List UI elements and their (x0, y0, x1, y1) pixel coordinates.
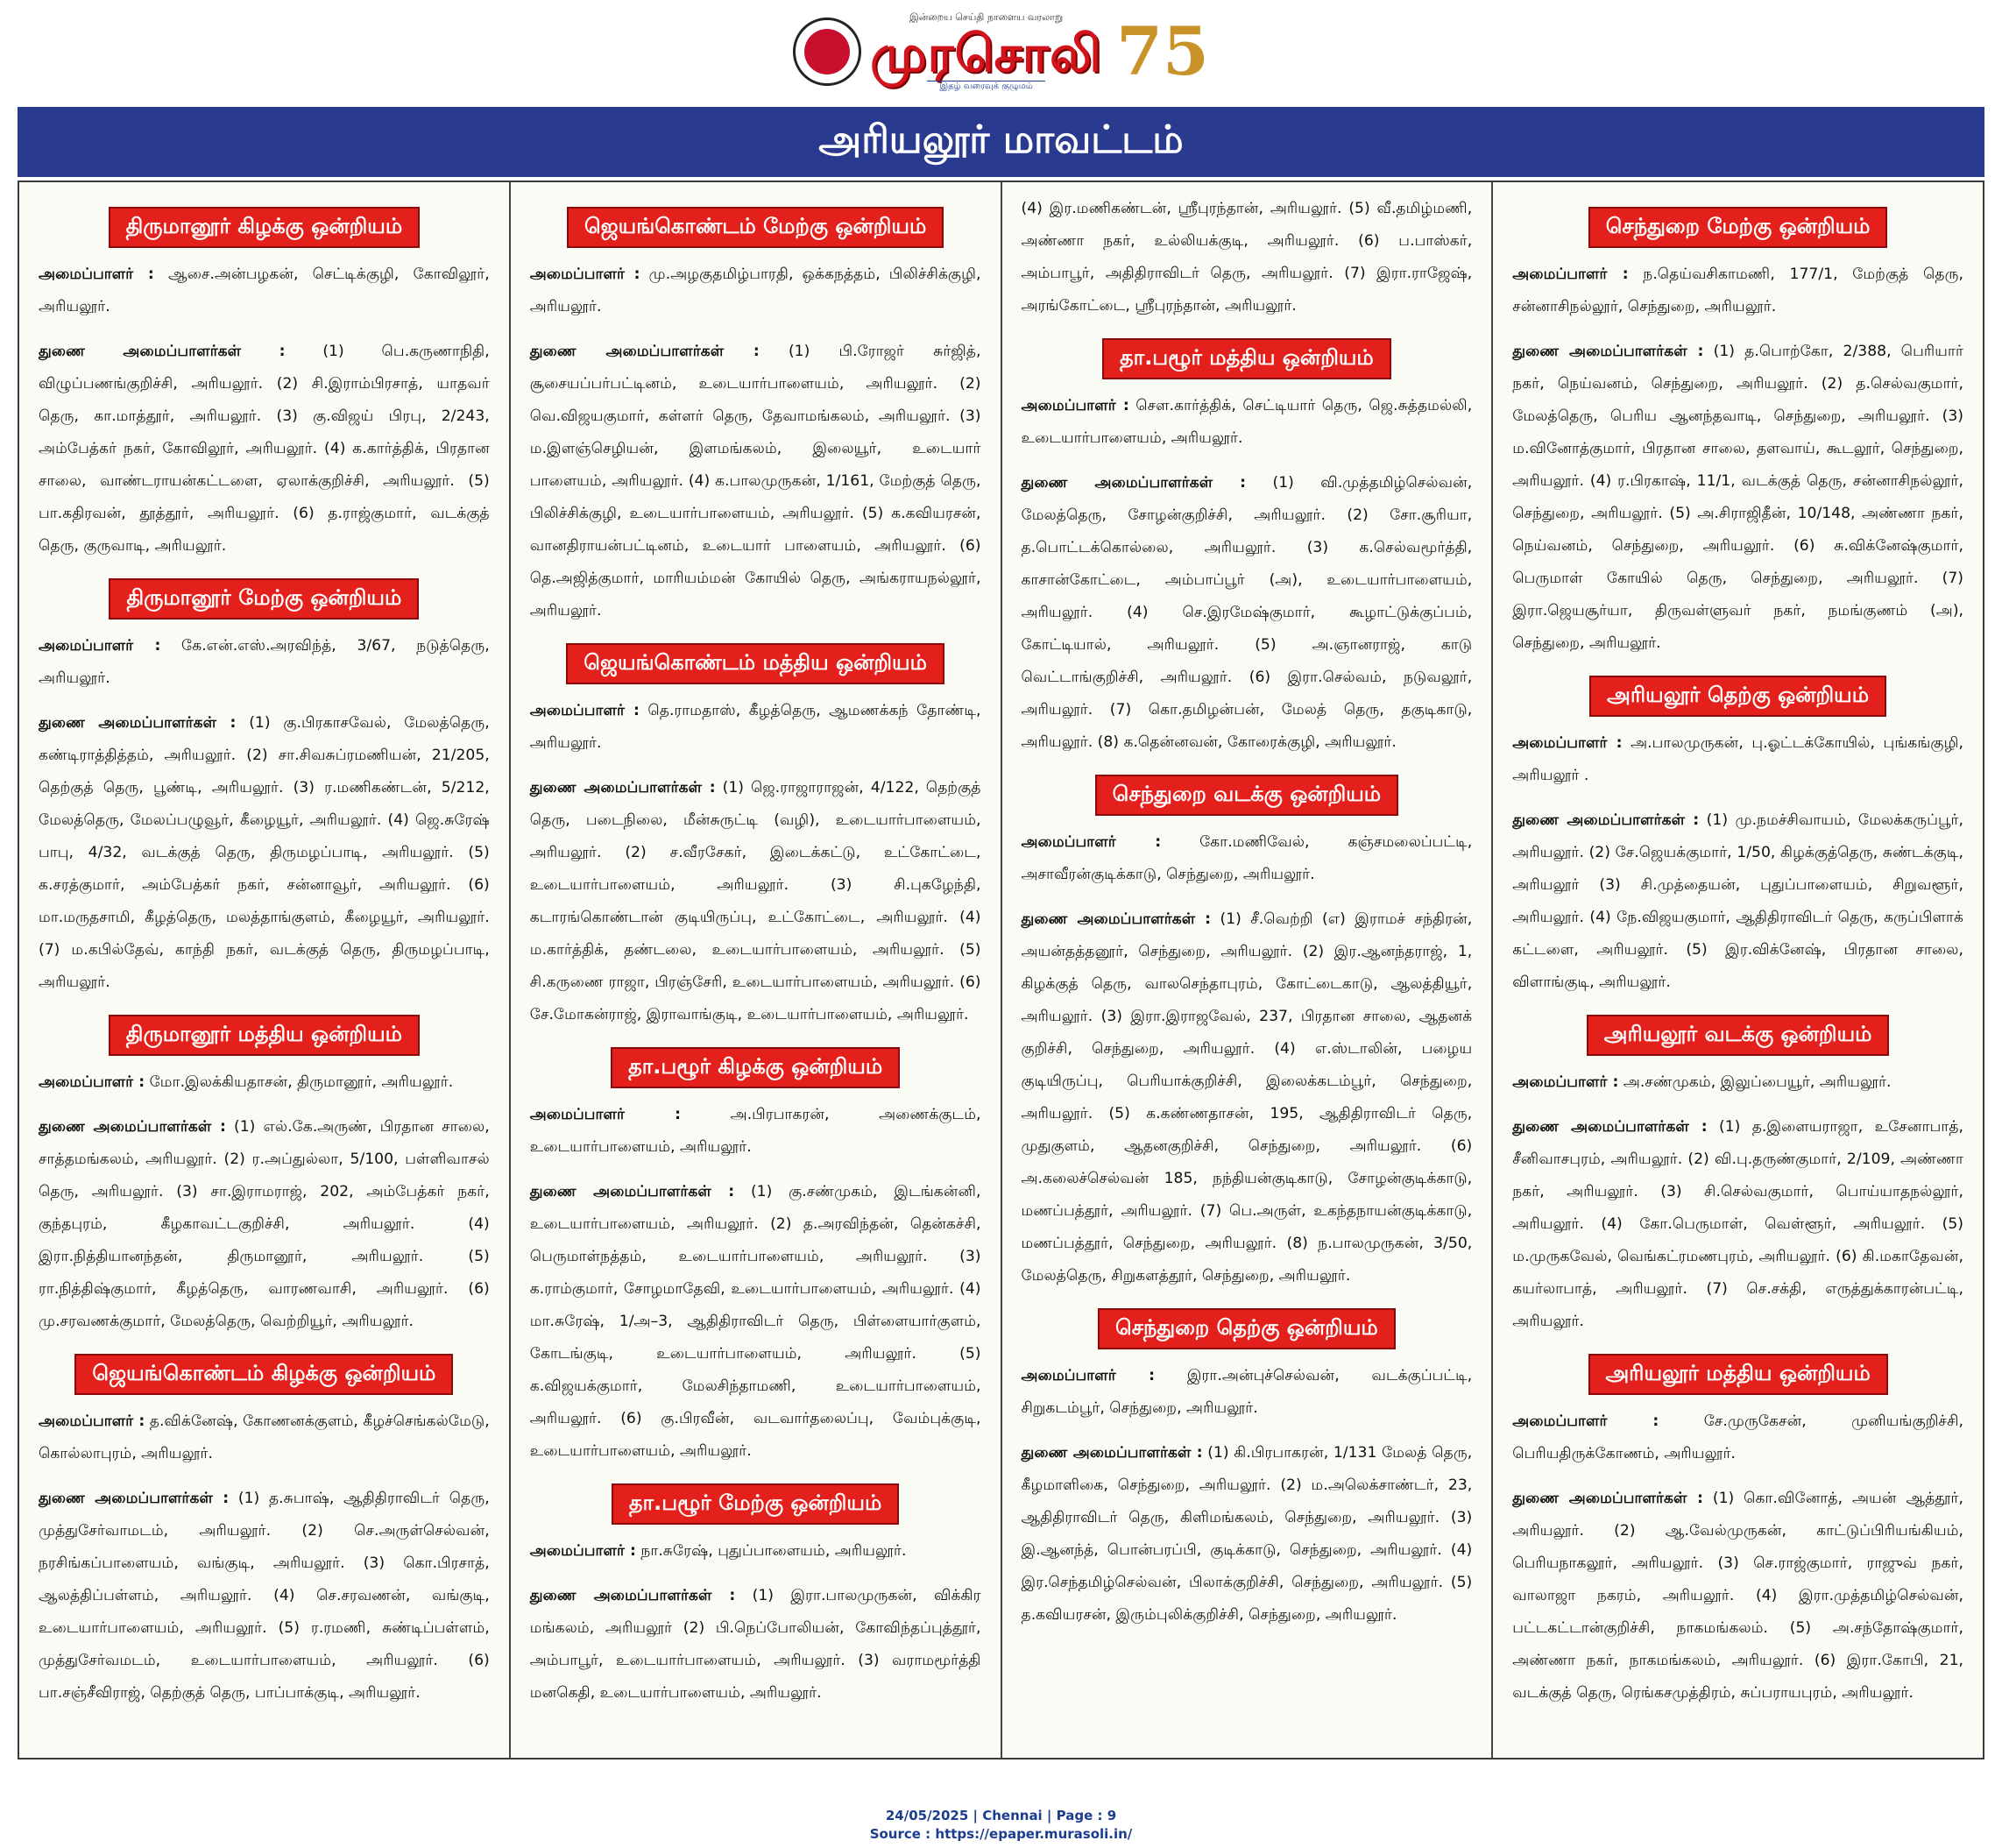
section-heading: தா.பழூர் மத்திய ஒன்றியம் (1022, 338, 1473, 379)
section-heading: அரியலூர் தெற்கு ஒன்றியம் (1512, 676, 1963, 717)
page-footer (0, 1807, 2002, 1844)
party-emblem-icon (793, 18, 861, 86)
deputies-paragraph: துணை அமைப்பாளர்கள் : (1) வி.முத்தமிழ்செல்வன், மேலத்தெரு, சோழன்குறிச்சி, அரியலூர். (2) சோ.சூரியா, த.பொட்டக்கொல்லை, அரியலூர். (3) க.செல்வமூர்த்தி, காசான்கோட்டை, அம்பாப்பூர் (அ), உடையார்பாளையம், அரியலூர். (4) செ.இரமேஷ்குமார், கூழாட்டுக்குப்பம், கோட்டியால், அரியலூர். (5) அ.ஞானராஜ், காடு வெட்டாங்குறிச்சி, அரியலூர். (6) இரா.செல்வம், நடுவலூர், அரியலூர். (7) கொ.தமிழன்பன், மேலத் தெரு, தகுடிகாடு, அரியலூர். (8) க.தென்னவன், கோரைக்குழி, அரியலூர். (1021, 474, 1473, 751)
deputies-paragraph: துணை அமைப்பாளர்கள் : (1) எல்.கே.அருண், பிரதான சாலை, சாத்தமங்கலம், அரியலூர். (2) ர.அப்துல்லா, 5/100, பள்ளிவாசல் தெரு, அரியலூர். (3) சா.இராமராஜ், 202, அம்பேத்கர் நகர், குந்தபுரம், கீழகாவட்டகுறிச்சி, அரியலூர். (4) இரா.நித்தியானந்தன், திருமானூர், அரியலூர். (5) ரா.நித்திஷ்குமார், கீழத்தெரு, வாரணவாசி, அரியலூர். (6) மு.சரவணக்குமார், மேலத்தெரு, வெற்றியூர், அரியலூர். (39, 1118, 490, 1330)
organizer-paragraph: அமைப்பாளர் : தெ.ராமதாஸ், கீழத்தெரு, ஆமணக்கந் தோண்டி, அரியலூர். (529, 702, 981, 752)
jubilee-75-badge: 75 (1116, 12, 1209, 90)
organizer-paragraph: அமைப்பாளர் : அ.பிரபாகரன், அணைக்குடம், உடையார்பாளையம், அரியலூர். (529, 1106, 981, 1156)
organizer-paragraph: அமைப்பாளர் : கோ.மணிவேல், கஞ்சமலைப்பட்டி, அசாவீரன்குடிக்காடு, செந்துறை, அரியலூர். (1021, 833, 1473, 883)
organizer-paragraph: அமைப்பாளர் : செள.கார்த்திக், செட்டியார் தெரு, ஜெ.சுத்தமல்லி, உடையார்பாளையம், அரியலூர். (1021, 397, 1473, 447)
masthead (0, 0, 2002, 103)
section-heading: அரியலூர் மத்திய ஒன்றியம் (1512, 1354, 1963, 1395)
deputies-paragraph: துணை அமைப்பாளர்கள் : (1) த.பொற்கோ, 2/388, பெரியார் நகர், நெய்வனம், செந்துறை, அரியலூர். (2) த.செல்வகுமார், மேலத்தெரு, பெரிய ஆனந்தவாடி, செந்துறை, அரியலூர். (3) ம.வினோத்குமார், பிரதான சாலை, தளவாய், கூடலூர், செந்துறை, அரியலூர். (4) ர.பிரகாஷ், 11/1, வடக்குத் தெரு, சன்னாசிநல்லூர், செந்துறை, அரியலூர். (5) அ.சிராஜிதீன், 10/148, அண்ணா நகர், நெய்வனம், செந்துறை, அரியலூர். (6) சு.விக்னேஷ்குமார், பெருமாள் கோயில் தெரு, செந்துறை, அரியலூர். (7) இரா.ஜெயசூர்யா, திருவள்ளுவர் நகர், நமங்குணம் (அ), செந்துறை, அரியலூர். (1512, 343, 1963, 652)
column-3 (1002, 182, 1494, 1758)
footer-date-line: 24/05/2025 | Chennai | Page : 9 (885, 1808, 1117, 1823)
organizer-paragraph: அமைப்பாளர் : சே.முருகேசன், முனியங்குறிச்சி, பெரியதிருக்கோணம், அரியலூர். (1512, 1413, 1963, 1462)
deputies-paragraph: துணை அமைப்பாளர்கள் : (1) கு.சண்முகம், இடங்கன்னி, உடையார்பாளையம், அரியலூர். (2) த.அரவிந்தன், தென்கச்சி, பெருமாள்நத்தம், உடையார்பாளையம், அரியலூர். (3) க.ராம்குமார், சோழமாதேவி, உடையார்பாளையம், அரியலூர். (4) மா.சுரேஷ், 1/அ–3, ஆதிதிராவிடர் தெரு, பிள்ளையார்குளம், கோடங்குடி, உடையார்பாளையம், அரியலூர். (5) க.விஜயக்குமார், மேலசிந்தாமணி, உடையார்பாளையம், அரியலூர். (6) கு.பிரவீன், வடவார்தலைப்பு, வேம்புக்குடி, உடையார்பாளையம், அரியலூர். (529, 1183, 981, 1460)
section-heading: செந்துறை வடக்கு ஒன்றியம் (1022, 775, 1473, 816)
logo-subtitle: இதழ் வரைவுக் குழுமம் (927, 81, 1044, 92)
deputies-paragraph: துணை அமைப்பாளர்கள் : (1) பெ.கருணாநிதி, விழுப்பணங்குறிச்சி, அரியலூர். (2) சி.இராம்பிரசாத், யாதவர் தெரு, கா.மாத்தூர், அரியலூர். (3) கு.விஜய் பிரபு, 2/243, அம்பேத்கர் நகர், கோவிலூர், அரியலூர். (4) க.கார்த்திக், பிரதான சாலை, வாண்டராயன்கட்டளை, ஏலாக்குறிச்சி, அரியலூர். (5) பா.கதிரவன், தூத்தூர், அரியலூர். (6) த.ராஜ்குமார், வடக்குத் தெரு, குருவாடி, அரியலூர். (39, 343, 490, 555)
logo-text: முரசொலி (870, 24, 1103, 83)
section-heading: அரியலூர் வடக்கு ஒன்றியம் (1512, 1015, 1963, 1056)
deputies-paragraph: துணை அமைப்பாளர்கள் : (1) கு.பிரகாசவேல், மேலத்தெரு, கண்டிராத்தித்தம், அரியலூர். (2) சா.சிவசுப்ரமணியன், 21/205, தெற்குத் தெரு, பூண்டி, அரியலூர். (3) ர.மணிகண்டன், 5/212, மேலத்தெரு, மேலப்பழுவூர், கீழையூர், அரியலூர். (4) ஜெ.சுரேஷ் பாபு, 4/32, வடக்குத் தெரு, திருமழப்பாடி, அரியலூர். (5) க.சரத்குமார், அம்பேத்கர் நகர், சன்னாவூர், அரியலூர். (6) மா.மருதசாமி, கீழத்தெரு, மலத்தாங்குளம், கீழையூர், அரியலூர். (7) ம.கபில்தேவ், காந்தி நகர், வடக்குத் தெரு, திருமழப்பாடி, அரியலூர். (39, 714, 490, 991)
column-4 (1493, 182, 1983, 1758)
footer-source-link[interactable]: Source : https://epaper.murasoli.in/ (869, 1826, 1133, 1842)
organizer-paragraph: அமைப்பாளர் : அ.சண்முகம், இலுப்பையூர், அரியலூர். (1512, 1073, 1892, 1091)
section-heading: தா.பழூர் கிழக்கு ஒன்றியம் (530, 1047, 981, 1088)
column-2 (511, 182, 1002, 1758)
masthead-tagline: இன்றைய செய்தி நாளைய வரலாறு (909, 11, 1064, 23)
title-band (18, 107, 1984, 177)
organizer-paragraph: அமைப்பாளர் : மோ.இலக்கியதாசன், திருமானூர், அரியலூர். (39, 1073, 454, 1091)
content-area (18, 181, 1984, 1759)
deputies-paragraph: துணை அமைப்பாளர்கள் : (1) பி.ரோஜர் சுர்ஜித், சூசையப்பர்பட்டினம், உடையார்பாளையம், அரியலூர். (2) வெ.விஜயகுமார், கள்ளர் தெரு, தேவாமங்கலம், அரியலூர். (3) ம.இளஞ்செழியன், இளமங்கலம், இலையூர், உடையார் பாளையம், அரியலூர். (4) க.பாலமுருகன், 1/161, மேற்குத் தெரு, பிலிச்சிக்குழி, உடையார்பாளையம், அரியலூர். (5) க.கவியரசன், வானதிராயன்பட்டினம், உடையார் பாளையம், அரியலூர். (6) தெ.அஜித்குமார், மாரியம்மன் கோயில் தெரு, அங்கராயநல்லூர், அரியலூர். (529, 343, 981, 620)
section-heading: திருமானூர் மேற்கு ஒன்றியம் (39, 578, 490, 620)
section-heading: தா.பழூர் மேற்கு ஒன்றியம் (530, 1483, 981, 1525)
section-heading: ஜெயங்கொண்டம் கிழக்கு ஒன்றியம் (39, 1354, 490, 1395)
section-heading: செந்துறை தெற்கு ஒன்றியம் (1022, 1308, 1473, 1349)
deputies-paragraph: துணை அமைப்பாளர்கள் : (1) இரா.பாலமுருகன், விக்கிர மங்கலம், அரியலூர் (2) பி.நெப்போலியன், கோவிந்தப்புத்தூர், அம்பாபூர், உடையார்பாளையம், அரியலூர். (3) வராமமூர்த்தி மனகெதி, உடையார்பாளையம், அரியலூர். (529, 1587, 981, 1702)
deputies-paragraph: துணை அமைப்பாளர்கள் : (1) த.இளையராஜா, உசேனாபாத், சீனிவாசபுரம், அரியலூர். (2) வி.பு.தருண்குமார், 2/109, அண்ணா நகர், அரியலூர். (3) சி.செல்வகுமார், பொய்யாதநல்லூர், அரியலூர். (4) கோ.பெருமாள், வெள்ளூர், அரியலூர். (5) ம.முருகவேல், வெங்கட்ரமணபுரம், அரியலூர். (6) கி.மகாதேவன், கயர்லாபாத், அரியலூர். (7) செ.சக்தி, எருத்துக்காரன்பட்டி, அரியலூர். (1512, 1118, 1963, 1330)
deputies-continued-paragraph: (4) இர.மணிகண்டன், ஸ்ரீபுரந்தான், அரியலூர். (5) வீ.தமிழ்மணி, அண்ணா நகர், உல்லியக்குடி, அரியலூர். (6) ப.பாஸ்கர், அம்பாபூர், அதிதிராவிடர் தெரு, அரியலூர். (7) இரா.ராஜேஷ், அரங்கோட்டை, ஸ்ரீபுரந்தான், அரியலூர். (1021, 200, 1473, 315)
section-heading: திருமானூர் மத்திய ஒன்றியம் (39, 1015, 490, 1056)
section-heading: ஜெயங்கொண்டம் மேற்கு ஒன்றியம் (530, 207, 981, 248)
deputies-paragraph: துணை அமைப்பாளர்கள் : (1) கி.பிரபாகரன், 1/131 மேலத் தெரு, கீழமாளிகை, செந்துறை, அரியலூர். (2) ம.அலெக்சாண்டர், 23, ஆதிதிராவிடர் தெரு, கிளிமங்கலம், செந்துறை, அரியலூர். (3) இ.ஆனந்த், பொன்பரப்பி, குடிக்காடு, செந்துறை, அரியலூர். (4) இர.செந்தமிழ்செல்வன், பிலாக்குறிச்சி, செந்துறை, அரியலூர். (5) த.கவியரசன், இரும்புலிக்குறிச்சி, செந்துறை, அரியலூர். (1021, 1444, 1473, 1624)
deputies-paragraph: துணை அமைப்பாளர்கள் : (1) சீ.வெற்றி (எ) இராமச் சந்திரன், அயன்தத்தனூர், செந்துறை, அரியலூர். (2) இர.ஆனந்தராஜ், 1, கிழக்குத் தெரு, வாலசெந்தாபுரம், கோட்டைகாடு, ஆலத்தியூர், அரியலூர். (3) இரா.இராஜவேல், 237, பிரதான சாலை, ஆதனக் குறிச்சி, செந்துறை, அரியலூர். (4) எ.ஸ்டாலின், பழைய குடியிருப்பு, பெரியாக்குறிச்சி, இலைக்கடம்பூர், செந்துறை, அரியலூர். (5) க.கண்ணதாசன், 195, ஆதிதிராவிடர் தெரு, முதுகுளம், ஆதனகுறிச்சி, செந்துறை, அரியலூர். (6) அ.கலைச்செல்வன் 185, நந்தியன்குடிகாடு, சோழன்குடிக்காடு, மணப்பத்தூர், அரியலூர். (7) பெ.அருள், உகந்தநாயன்குடிக்காடு, மணப்பத்தூர், செந்துறை, அரியலூர். (8) ந.பாலமுருகன், 3/50, மேலத்தெரு, சிறுகளத்தூர், செந்துறை, அரியலூர். (1021, 910, 1473, 1285)
organizer-paragraph: அமைப்பாளர் : ஆசை.அன்பழகன், செட்டிக்குழி, கோவிலூர், அரியலூர். (39, 266, 490, 315)
deputies-paragraph: துணை அமைப்பாளர்கள் : (1) த.சுபாஷ், ஆதிதிராவிடர் தெரு, முத்துசேர்வாமடம், அரியலூர். (2) செ.அருள்செல்வன், நரசிங்கப்பாளையம், வங்குடி, அரியலூர். (3) கொ.பிரசாத், ஆலத்திப்பள்ளம், அரியலூர். (4) செ.சரவணன், வங்குடி, உடையார்பாளையம், அரியலூர். (5) ர.ரமணி, சுண்டிப்பள்ளம், முத்துசேர்வமடம், உடையார்பாளையம், அரியலூர். (6) பா.சஞ்சீவிராஜ், தெற்குத் தெரு, பாப்பாக்குடி, அரியலூர். (39, 1490, 490, 1702)
section-heading: திருமானூர் கிழக்கு ஒன்றியம் (39, 207, 490, 248)
masthead-logo-group (793, 11, 1209, 92)
deputies-paragraph: துணை அமைப்பாளர்கள் : (1) கொ.வினோத், அயன் ஆத்தூர், அரியலூர். (2) ஆ.வேல்முருகன், காட்டுப்பிரியங்கியம், பெரியநாகலூர், அரியலூர். (3) செ.ராஜ்குமார், ராஜுவ் நகர், வாலாஜா நகரம், அரியலூர். (4) இரா.முத்தமிழ்செல்வன், பட்டகட்டான்குறிச்சி, நாகமங்கலம். (5) அ.சந்தோஷ்குமார், அண்ணா நகர், நாகமங்கலம், அரியலூர். (6) இரா.கோபி, 21, வடக்குத் தெரு, ரெங்கசமுத்திரம், சுப்பராயபுரம், அரியலூர். (1512, 1490, 1963, 1702)
organizer-paragraph: அமைப்பாளர் : அ.பாலமுருகன், பு.ஓட்டக்கோயில், புங்கங்குழி, அரியலூர் . (1512, 734, 1963, 784)
section-heading: ஜெயங்கொண்டம் மத்திய ஒன்றியம் (530, 643, 981, 684)
organizer-paragraph: அமைப்பாளர் : த.விக்னேஷ், கோணனக்குளம், கீழச்செங்கல்மேடு, கொல்லாபுரம், அரியலூர். (39, 1413, 490, 1462)
section-heading: செந்துறை மேற்கு ஒன்றியம் (1512, 207, 1963, 248)
deputies-paragraph: துணை அமைப்பாளர்கள் : (1) ஜெ.ராஜாராஜன், 4/122, தெற்குத் தெரு, படைநிலை, மீன்சுருட்டி (வழி), உடையார்பாளையம், அரியலூர். (2) ச.வீரசேகர், இடைக்கட்டு, உட்கோட்டை, உடையார்பாளையம், அரியலூர். (3) சி.புகழேந்தி, கடாரங்கொண்டான் குடியிருப்பு, உட்கோட்டை, அரியலூர். (4) ம.கார்த்திக், தண்டலை, உடையார்பாளையம், அரியலூர். (5) சி.கருணை ராஜா, பிரஞ்சேரி, உடையார்பாளையம், அரியலூர். (6) சே.மோகன்ராஜ், இராவாங்குடி, உடையார்பாளையம், அரியலூர். (529, 779, 981, 1023)
organizer-paragraph: அமைப்பாளர் : மு.அழகுதமிழ்பாரதி, ஒக்கநத்தம், பிலிச்சிக்குழி, அரியலூர். (529, 266, 981, 315)
column-1 (19, 182, 511, 1758)
organizer-paragraph: அமைப்பாளர் : ந.தெய்வசிகாமணி, 177/1, மேற்குத் தெரு, சன்னாசிநல்லூர், செந்துறை, அரியலூர். (1512, 266, 1963, 315)
organizer-paragraph: அமைப்பாளர் : கே.என்.எஸ்.அரவிந்த், 3/67, நடுத்தெரு, அரியலூர். (39, 637, 490, 687)
deputies-paragraph: துணை அமைப்பாளர்கள் : (1) மு.நமச்சிவாயம், மேலக்கருப்பூர், அரியலூர். (2) சே.ஜெயக்குமார், 1/50, கிழக்குத்தெரு, சுண்டக்குடி, அரியலூர் (3) சி.முத்தையன், புதுப்பாளையம், சிறுவளூர், அரியலூர். (4) நே.விஜயகுமார், ஆதிதிராவிடர் தெரு, கருப்பிளாக் கட்டளை, அரியலூர். (5) இர.விக்னேஷ், பிரதான சாலை, விளாங்குடி, அரியலூர். (1512, 811, 1963, 991)
organizer-paragraph: அமைப்பாளர் : நா.சுரேஷ், புதுப்பாளையம், அரியலூர். (529, 1542, 907, 1560)
page-title: அரியலூர் மாவட்டம் (818, 117, 1184, 162)
organizer-paragraph: அமைப்பாளர் : இரா.அன்புச்செல்வன், வடக்குப்பட்டி, சிறுகடம்பூர், செந்துறை, அரியலூர். (1021, 1367, 1473, 1417)
newspaper-logo (870, 11, 1102, 92)
